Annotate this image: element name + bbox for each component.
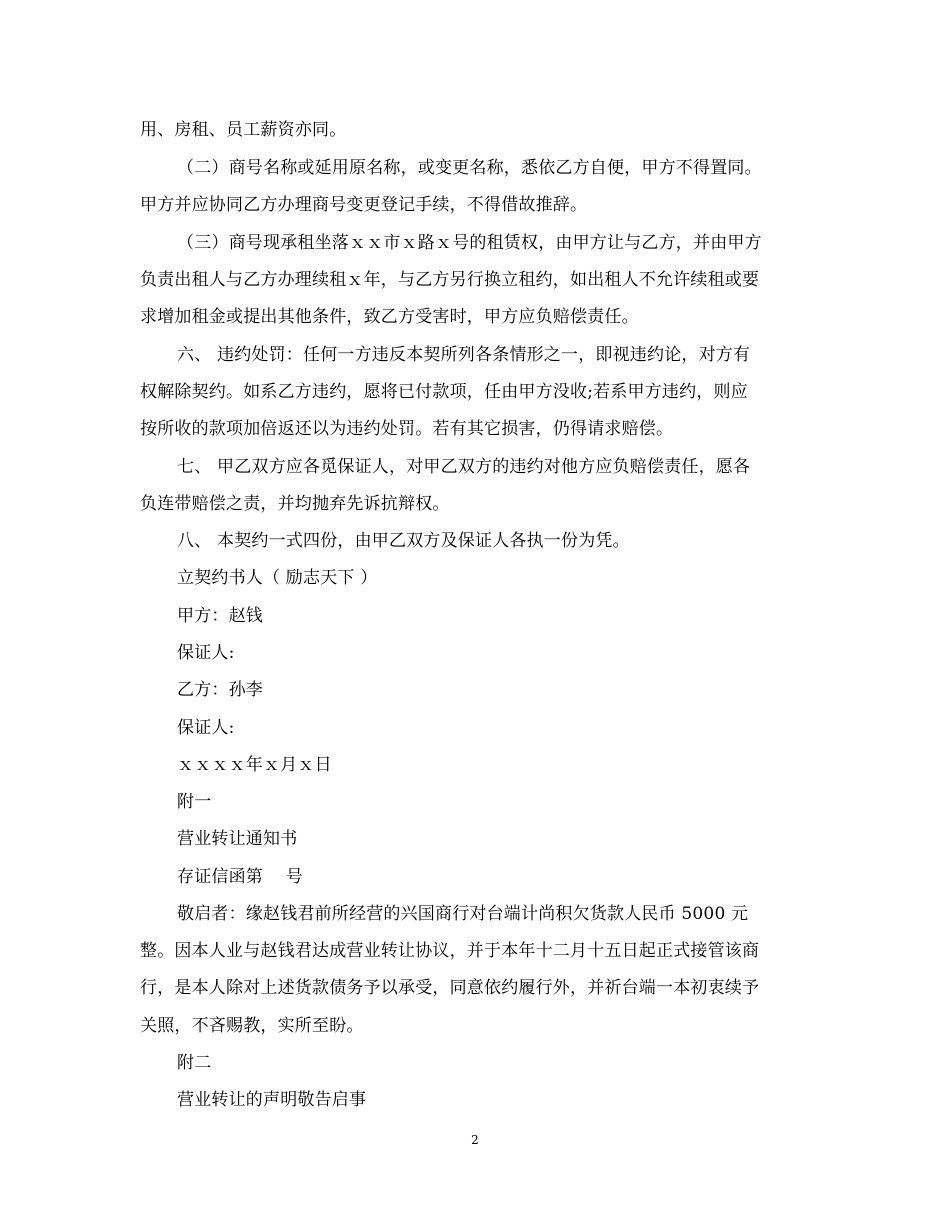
text-line: 负责出租人与乙方办理续租ｘ年，与乙方另行换立租约，如出租人不允许续租或要 xyxy=(140,270,760,290)
text-line: 权解除契约。如系乙方违约，愿将已付款项，任由甲方没收;若系甲方违约，则应 xyxy=(140,382,748,402)
text-line: 敬启者：缘赵钱君前所经营的兴国商行对台端计尚积欠货款人民币 5000 元 xyxy=(177,904,749,924)
text-line: 保证人: xyxy=(177,718,235,738)
page-number: 2 xyxy=(471,1133,479,1147)
text-line: 立契约书人（ 励志天下 ） xyxy=(177,568,378,588)
text-line: 乙方：孙李 xyxy=(177,680,263,700)
text-line: 营业转让通知书 xyxy=(177,829,298,849)
text-line: 附一 xyxy=(177,792,212,812)
text-line: 求增加租金或提出其他条件，致乙方受害时，甲方应负赔偿责任。 xyxy=(140,307,639,327)
text-line: （二）商号名称或延用原名称，或变更名称，悉依乙方自便，甲方不得置同。 xyxy=(177,158,762,178)
text-line: 用、房租、员工薪资亦同。 xyxy=(140,120,347,140)
text-line: 保证人: xyxy=(177,643,235,663)
text-line: 负连带赔偿之责，并均抛弃先诉抗辩权。 xyxy=(140,494,450,514)
text-line: 行，是本人除对上述货款债务予以承受，同意依约履行外，并祈台端一本初衷续予 xyxy=(140,978,760,998)
text-line: （三）商号现承租坐落ｘｘ市ｘ路ｘ号的租赁权，由甲方让与乙方，并由甲方 xyxy=(177,233,762,253)
text-line: ｘｘｘｘ年ｘ月ｘ日 xyxy=(177,755,332,775)
text-line: 附二 xyxy=(177,1053,212,1073)
text-line: 整。因本人业与赵钱君达成营业转让协议，并于本年十二月十五日起正式接管该商 xyxy=(140,941,760,961)
text-line: 甲方并应协同乙方办理商号变更登记手续，不得借故推辞。 xyxy=(140,195,588,215)
text-line: 存证信函第 号 xyxy=(177,867,304,887)
text-line: 甲方：赵钱 xyxy=(177,606,263,626)
text-line: 七、 甲乙双方应各觅保证人，对甲乙双方的违约对他方应负赔偿责任，愿各 xyxy=(177,457,751,477)
text-line: 六、 违约处罚：任何一方违反本契所列各条情形之一，即视违约论，对方有 xyxy=(177,345,751,365)
text-line: 营业转让的声明敬告启事 xyxy=(177,1090,367,1110)
text-line: 八、 本契约一式四份，由甲乙双方及保证人各执一份为凭。 xyxy=(177,531,630,551)
text-line: 按所收的款项加倍返还以为违约处罚。若有其它损害，仍得请求赔偿。 xyxy=(140,419,674,439)
text-line: 关照，不吝赐教，实所至盼。 xyxy=(140,1016,364,1036)
